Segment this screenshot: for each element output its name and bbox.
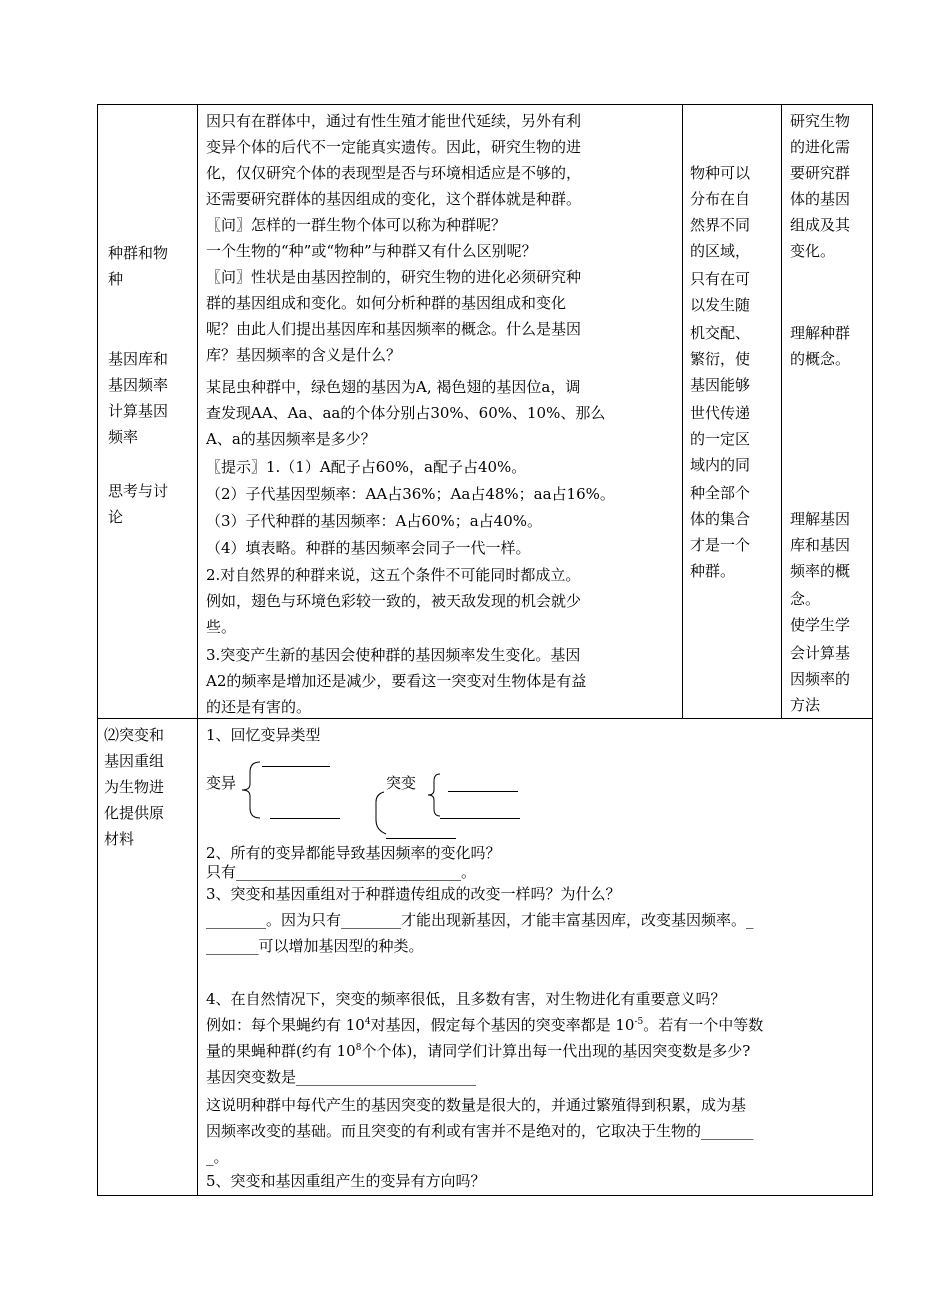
table-right-border <box>872 104 873 1196</box>
table-col-divider-3 <box>781 104 782 719</box>
goal-line: 方法 <box>790 696 821 714</box>
goal-line: 理解种群 <box>790 324 851 342</box>
content-line: A、a的基因频率是多少？ <box>206 430 376 448</box>
goal-line: 使学生学 <box>790 616 851 634</box>
definition-line: 域内的同 <box>690 456 751 474</box>
diagram-brace-mutation <box>426 772 442 818</box>
question-2: 2、所有的变异都能导致基因频率的变化吗？ <box>206 844 501 862</box>
content-line: 一个生物的“种”或“物种”与种群又有什么区别呢？ <box>206 242 537 260</box>
topic-population-1: 种群和物 <box>108 244 169 262</box>
definition-line: 种群。 <box>690 562 736 580</box>
diagram-blank-3 <box>448 791 518 792</box>
content-line: 还需要研究群体的基因组成的变化，这个群体就是种群。 <box>206 190 582 208</box>
question-4: 4、在自然情况下，突变的频率很低，且多数有害，对生物进化有重要意义吗？ <box>206 990 726 1008</box>
diagram-blank-1 <box>262 766 330 767</box>
definition-line: 繁衍，使 <box>690 350 751 368</box>
content-line: 2.对自然界的种群来说，这五个条件不可能同时都成立。 <box>206 566 581 584</box>
table-bottom-border <box>97 1195 873 1196</box>
topic-population-2: 种 <box>108 270 124 288</box>
definition-line: 机交配、 <box>690 324 751 342</box>
content-line: 的还是有害的。 <box>206 698 312 716</box>
content-line: 因只有在群体中，通过有性生殖才能世代延续，另外有利 <box>206 112 582 130</box>
topic-mutation-3: 为生物进 <box>104 778 165 796</box>
topic-mutation-2: 基因重组 <box>104 752 165 770</box>
topic-genepool-2: 基因频率 <box>108 376 169 394</box>
goal-line: 的概念。 <box>790 350 851 368</box>
content-line: 呢？由此人们提出基因库和基因频率的概念。什么是基因 <box>206 320 582 338</box>
goal-line: 的进化需 <box>790 138 851 156</box>
definition-line: 才是一个 <box>690 536 751 554</box>
question-4-explanation-2: 因频率改变的基础。而且突变的有利或有害并不是绝对的，它取决于生物的_______ <box>206 1122 754 1140</box>
content-line: 例如，翅色与环境色彩较一致的，被天敌发现的机会就少 <box>206 592 582 610</box>
content-line: 库？基因频率的含义是什么？ <box>206 346 402 364</box>
topic-genepool-1: 基因库和 <box>108 350 169 368</box>
goal-line: 会计算基 <box>790 644 851 662</box>
topic-mutation-1: ⑵突变和 <box>104 726 165 744</box>
content-line: 变异个体的后代不一定能真实遗传。因此，研究生物的进 <box>206 138 582 156</box>
content-line: 3.突变产生新的基因会使种群的基因频率发生变化。基因 <box>206 646 581 664</box>
content-line: 查发现AA、Aa、aa的个体分别占30%、60%、10%、那么 <box>206 404 606 422</box>
question-4-explanation-1: 这说明种群中每代产生的基因突变的数量是很大的，并通过繁殖得到积累，成为基 <box>206 1096 747 1114</box>
content-line: 〖问〗性状是由基因控制的，研究生物的进化必须研究种 <box>206 268 582 286</box>
question-4-example-1: 例如：每个果蝇约有 $10^4$对基因，假定每个基因的突变率都是 $10^{-5}$。若有一个中等数 <box>206 1016 764 1034</box>
topic-genepool-3: 计算基因 <box>108 402 169 420</box>
question-4-count: 基因突变数是________________________ <box>206 1068 477 1086</box>
definition-line: 物种可以 <box>690 164 751 182</box>
goal-line: 念。 <box>790 590 821 608</box>
question-3-answer-1: ________。因为只有________才能出现新基因，才能丰富基因库，改变基因频率。_ <box>206 911 754 929</box>
goal-line: 因频率的 <box>790 670 851 688</box>
content-line: 〖问〗怎样的一群生物个体可以称为种群呢？ <box>206 216 507 234</box>
question-4-explanation-3: _。 <box>206 1148 229 1166</box>
goal-line: 变化。 <box>790 242 836 260</box>
definition-line: 分布在自 <box>690 190 751 208</box>
content-line: 某昆虫种群中，绿色翅的基因为A, 褐色翅的基因位a，调 <box>206 378 581 396</box>
topic-mutation-4: 化提供原 <box>104 804 165 822</box>
question-4-example-2: 量的果蝇种群(约有 $10^8$个个体)，请同学们计算出每一代出现的基因突变数是多少? <box>206 1042 751 1060</box>
goal-line: 研究生物 <box>790 112 851 130</box>
content-line: （2）子代基因型频率：AA占36%；Aa占48%；aa占16%。 <box>206 485 615 503</box>
diagram-blank-2 <box>270 818 340 819</box>
diagram-blank-4 <box>440 818 520 819</box>
question-1: 1、回忆变异类型 <box>206 726 321 744</box>
question-5: 5、突变和基因重组产生的变异有方向吗？ <box>206 1172 486 1190</box>
content-line: 些。 <box>206 618 237 636</box>
table-top-border <box>97 104 873 105</box>
diagram-brace-bottom <box>368 790 388 836</box>
topic-mutation-5: 材料 <box>104 830 135 848</box>
diagram-variation-label: 变异 <box>206 774 237 792</box>
definition-line: 以发生随 <box>690 296 751 314</box>
content-line: （4）填表略。种群的基因频率会同子一代一样。 <box>206 539 531 557</box>
definition-line: 的一定区 <box>690 430 751 448</box>
goal-line: 库和基因 <box>790 536 851 554</box>
definition-line: 体的集合 <box>690 510 751 528</box>
diagram-brace-left <box>240 760 262 820</box>
content-line: 群的基因组成和变化。如何分析种群的基因组成和变化 <box>206 294 567 312</box>
definition-line: 然界不同 <box>690 216 751 234</box>
definition-line: 只有在可 <box>690 270 751 288</box>
table-left-border <box>97 104 98 1196</box>
diagram-blank-5 <box>386 838 456 839</box>
content-line: （3）子代种群的基因频率：A占60%；a占40%。 <box>206 512 543 530</box>
topic-discussion-2: 论 <box>108 508 124 526</box>
definition-line: 基因能够 <box>690 376 751 394</box>
definition-line: 的区域， <box>690 242 751 260</box>
question-2-answer: 只有______________________________。 <box>206 863 477 881</box>
definition-line: 种全部个 <box>690 484 751 502</box>
content-line: 〖提示〗1.（1）A配子占60%，a配子占40%。 <box>206 458 527 476</box>
goal-line: 组成及其 <box>790 216 851 234</box>
table-col-divider-1 <box>197 104 198 1196</box>
definition-line: 世代传递 <box>690 404 751 422</box>
goal-line: 理解基因 <box>790 510 851 528</box>
table-col-divider-2 <box>682 104 683 719</box>
diagram-mutation-label: 突变 <box>386 774 417 792</box>
goal-line: 体的基因 <box>790 190 851 208</box>
question-3: 3、突变和基因重组对于种群遗传组成的改变一样吗？为什么？ <box>206 885 621 903</box>
goal-line: 频率的概 <box>790 562 851 580</box>
content-line: 化，仅仅研究个体的表现型是否与环境相适应是不够的， <box>206 164 582 182</box>
topic-discussion-1: 思考与讨 <box>108 482 169 500</box>
content-line: A2的频率是增加还是减少，要看这一突变对生物体是有益 <box>206 672 587 690</box>
question-3-answer-2: _______可以增加基因型的种类。 <box>206 937 424 955</box>
topic-genepool-4: 频率 <box>108 428 139 446</box>
goal-line: 要研究群 <box>790 164 851 182</box>
